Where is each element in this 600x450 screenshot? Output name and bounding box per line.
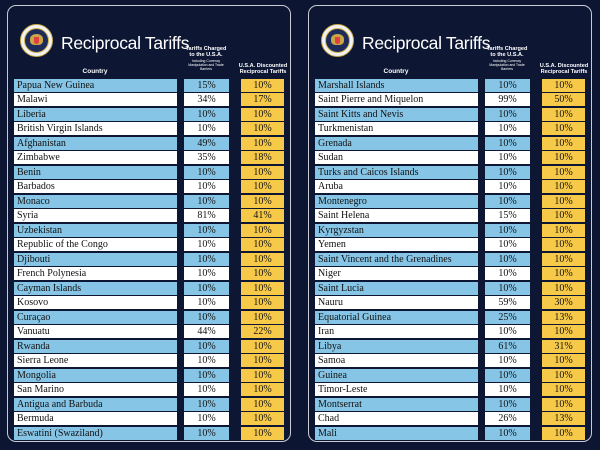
- table-row: [309, 238, 593, 253]
- discounted-tariff-cell: 10%: [542, 108, 585, 121]
- tariff-charged-cell: 35%: [184, 151, 229, 164]
- table-row: [8, 209, 292, 224]
- table-row: [8, 194, 292, 209]
- table-row: [309, 267, 593, 282]
- discounted-tariff-cell: 10%: [241, 224, 284, 237]
- tariff-charged-cell: 15%: [485, 209, 530, 222]
- discounted-tariff-cell: 10%: [241, 398, 284, 411]
- country-cell: Libya: [315, 340, 478, 353]
- discounted-tariff-cell: 10%: [241, 354, 284, 367]
- tariff-charged-cell: 10%: [184, 296, 229, 309]
- table-row: [8, 238, 292, 253]
- discounted-tariff-cell: 10%: [542, 79, 585, 92]
- discounted-tariff-cell: 10%: [542, 195, 585, 208]
- discounted-tariff-cell: 10%: [542, 180, 585, 193]
- header-tariffs-charged: [184, 46, 228, 71]
- country-cell: Republic of the Congo: [14, 238, 177, 251]
- discounted-tariff-cell: 10%: [241, 427, 284, 440]
- discounted-tariff-cell: 10%: [542, 209, 585, 222]
- tariff-charged-cell: 10%: [485, 253, 530, 266]
- tariff-charged-cell: 10%: [485, 354, 530, 367]
- country-cell: Rwanda: [14, 340, 177, 353]
- tariff-charged-cell: 10%: [485, 398, 530, 411]
- discounted-tariff-cell: 10%: [241, 340, 284, 353]
- header-charged-sublabel: Including Currency Manipulation and Trade Barriers: [188, 59, 224, 71]
- discounted-tariff-cell: 10%: [241, 412, 284, 425]
- table-row: [309, 397, 593, 412]
- discounted-tariff-cell: 10%: [241, 311, 284, 324]
- tariff-charged-cell: 10%: [184, 195, 229, 208]
- tariff-charged-cell: 10%: [485, 238, 530, 251]
- tariff-charged-cell: 10%: [485, 267, 530, 280]
- table-row: [309, 107, 593, 122]
- discounted-tariff-cell: 10%: [542, 166, 585, 179]
- discounted-tariff-cell: 10%: [542, 224, 585, 237]
- table-row: [8, 397, 292, 412]
- discounted-tariff-cell: 50%: [542, 93, 585, 106]
- discounted-tariff-cell: 10%: [542, 398, 585, 411]
- country-cell: Djibouti: [14, 253, 177, 266]
- panel-title: Reciprocal Tariffs: [61, 33, 190, 53]
- tariff-charged-cell: 10%: [485, 369, 530, 382]
- table-row: [309, 354, 593, 369]
- discounted-tariff-cell: 10%: [542, 122, 585, 135]
- country-cell: Antigua and Barbuda: [14, 398, 177, 411]
- country-cell: Grenada: [315, 137, 478, 150]
- tariff-charged-cell: 25%: [485, 311, 530, 324]
- header-tariffs-charged: [485, 46, 529, 71]
- table-row: [309, 252, 593, 267]
- tariff-charged-cell: 26%: [485, 412, 530, 425]
- tariff-charged-cell: 10%: [485, 325, 530, 338]
- country-cell: Uzbekistan: [14, 224, 177, 237]
- table-row: [309, 122, 593, 137]
- table-row: [309, 136, 593, 151]
- discounted-tariff-cell: 10%: [241, 137, 284, 150]
- country-cell: French Polynesia: [14, 267, 177, 280]
- left-panel: [7, 5, 291, 442]
- table-row: [309, 281, 593, 296]
- country-cell: Papua New Guinea: [14, 79, 177, 92]
- tariff-charged-cell: 10%: [184, 412, 229, 425]
- table-row: [8, 93, 292, 108]
- table-row: [309, 93, 593, 108]
- country-cell: Nauru: [315, 296, 478, 309]
- table-row: [309, 78, 593, 93]
- right-panel: [308, 5, 592, 442]
- country-cell: Montserrat: [315, 398, 478, 411]
- country-cell: Chad: [315, 412, 478, 425]
- discounted-tariff-cell: 10%: [542, 325, 585, 338]
- table-row: [8, 354, 292, 369]
- country-cell: Montenegro: [315, 195, 478, 208]
- country-cell: Timor-Leste: [315, 383, 478, 396]
- tariff-charged-cell: 81%: [184, 209, 229, 222]
- country-cell: Benin: [14, 166, 177, 179]
- tariff-charged-cell: 34%: [184, 93, 229, 106]
- tariff-charged-cell: 10%: [485, 108, 530, 121]
- country-cell: Mali: [315, 427, 478, 440]
- tariff-charged-cell: 10%: [485, 137, 530, 150]
- table-row: [8, 252, 292, 267]
- country-cell: Samoa: [315, 354, 478, 367]
- country-cell: Guinea: [315, 369, 478, 382]
- tariff-charged-cell: 10%: [184, 166, 229, 179]
- discounted-tariff-cell: 10%: [542, 383, 585, 396]
- table-row: [8, 296, 292, 311]
- discounted-tariff-cell: 10%: [241, 253, 284, 266]
- country-cell: Mongolia: [14, 369, 177, 382]
- discounted-tariff-cell: 10%: [542, 253, 585, 266]
- table-row: [309, 180, 593, 195]
- country-cell: Saint Helena: [315, 209, 478, 222]
- tariff-charged-cell: 10%: [184, 224, 229, 237]
- tariff-charged-cell: 10%: [184, 238, 229, 251]
- table-row: [8, 136, 292, 151]
- country-cell: Curaçao: [14, 311, 177, 324]
- country-cell: Sudan: [315, 151, 478, 164]
- discounted-tariff-cell: 13%: [542, 412, 585, 425]
- tariff-charged-cell: 10%: [184, 122, 229, 135]
- country-cell: Malawi: [14, 93, 177, 106]
- tariff-charged-cell: 10%: [485, 282, 530, 295]
- table-row: [8, 165, 292, 180]
- tariff-charged-cell: 61%: [485, 340, 530, 353]
- tariff-charged-cell: 10%: [485, 151, 530, 164]
- tariff-charged-cell: 10%: [485, 122, 530, 135]
- discounted-tariff-cell: 10%: [542, 354, 585, 367]
- discounted-tariff-cell: 30%: [542, 296, 585, 309]
- tariff-charged-cell: 10%: [485, 180, 530, 193]
- discounted-tariff-cell: 10%: [241, 166, 284, 179]
- tariff-charged-cell: 10%: [485, 166, 530, 179]
- discounted-tariff-cell: 31%: [542, 340, 585, 353]
- country-cell: Vanuatu: [14, 325, 177, 338]
- table-row: [8, 78, 292, 93]
- tariff-charged-cell: 10%: [485, 195, 530, 208]
- country-cell: Niger: [315, 267, 478, 280]
- country-cell: Kyrgyzstan: [315, 224, 478, 237]
- table-row: [309, 223, 593, 238]
- discounted-tariff-cell: 10%: [542, 427, 585, 440]
- table-row: [309, 412, 593, 427]
- tariff-charged-cell: 10%: [184, 340, 229, 353]
- discounted-tariff-cell: 10%: [241, 180, 284, 193]
- table-row: [309, 368, 593, 383]
- discounted-tariff-cell: 10%: [241, 267, 284, 280]
- discounted-tariff-cell: 10%: [542, 137, 585, 150]
- discounted-tariff-cell: 10%: [241, 238, 284, 251]
- table-row: [8, 281, 292, 296]
- table-row: [8, 412, 292, 427]
- country-cell: Sierra Leone: [14, 354, 177, 367]
- country-cell: Kosovo: [14, 296, 177, 309]
- country-cell: Turkmenistan: [315, 122, 478, 135]
- header-charged-sublabel: Including Currency Manipulation and Trade Barriers: [489, 59, 525, 71]
- table-row: [309, 310, 593, 325]
- tariff-charged-cell: 59%: [485, 296, 530, 309]
- country-cell: Bermuda: [14, 412, 177, 425]
- discounted-tariff-cell: 10%: [241, 369, 284, 382]
- tariff-charged-cell: 10%: [485, 79, 530, 92]
- header-country: Country: [82, 68, 108, 75]
- country-cell: Saint Pierre and Miquelon: [315, 93, 478, 106]
- discounted-tariff-cell: 10%: [542, 238, 585, 251]
- country-cell: Saint Kitts and Nevis: [315, 108, 478, 121]
- table-row: [8, 368, 292, 383]
- discounted-tariff-cell: 10%: [241, 122, 284, 135]
- table-row: [8, 151, 292, 166]
- discounted-tariff-cell: 10%: [241, 282, 284, 295]
- table-row: [309, 339, 593, 354]
- discounted-tariff-cell: 10%: [241, 195, 284, 208]
- country-cell: Afghanistan: [14, 137, 177, 150]
- table-row: [8, 383, 292, 398]
- table-row: [309, 296, 593, 311]
- table-row: [8, 223, 292, 238]
- table-row: [8, 122, 292, 137]
- table-row: [309, 209, 593, 224]
- header-charged-label: Tariffs Charged to the U.S.A.: [486, 46, 528, 58]
- tariff-charged-cell: 15%: [184, 79, 229, 92]
- discounted-tariff-cell: 10%: [542, 151, 585, 164]
- tariff-charged-cell: 10%: [184, 383, 229, 396]
- country-cell: Yemen: [315, 238, 478, 251]
- presidential-seal-icon: [321, 24, 354, 57]
- country-cell: Cayman Islands: [14, 282, 177, 295]
- discounted-tariff-cell: 18%: [241, 151, 284, 164]
- discounted-tariff-cell: 10%: [542, 369, 585, 382]
- table-rows: [309, 78, 593, 441]
- country-cell: Saint Vincent and the Grenadines: [315, 253, 478, 266]
- country-cell: Saint Lucia: [315, 282, 478, 295]
- table-row: [8, 107, 292, 122]
- table-row: [8, 310, 292, 325]
- tariff-charged-cell: 10%: [184, 180, 229, 193]
- tariff-charged-cell: 10%: [184, 369, 229, 382]
- country-cell: Liberia: [14, 108, 177, 121]
- header-country: Country: [383, 68, 409, 75]
- country-cell: Marshall Islands: [315, 79, 478, 92]
- table-row: [8, 426, 292, 441]
- country-cell: Monaco: [14, 195, 177, 208]
- tariff-charged-cell: 44%: [184, 325, 229, 338]
- tariff-charged-cell: 10%: [184, 108, 229, 121]
- header-discounted-tariffs: U.S.A. Discounted Reciprocal Tariffs: [238, 63, 288, 75]
- table-row: [8, 325, 292, 340]
- header-discounted-tariffs: U.S.A. Discounted Reciprocal Tariffs: [539, 63, 589, 75]
- country-cell: Aruba: [315, 180, 478, 193]
- tariff-charged-cell: 10%: [184, 311, 229, 324]
- shield-icon: [335, 37, 340, 44]
- tariff-charged-cell: 10%: [184, 282, 229, 295]
- table-row: [309, 194, 593, 209]
- tariff-charged-cell: 10%: [485, 383, 530, 396]
- tariff-charged-cell: 10%: [485, 224, 530, 237]
- discounted-tariff-cell: 41%: [241, 209, 284, 222]
- discounted-tariff-cell: 10%: [241, 79, 284, 92]
- discounted-tariff-cell: 10%: [542, 267, 585, 280]
- discounted-tariff-cell: 22%: [241, 325, 284, 338]
- country-cell: Equatorial Guinea: [315, 311, 478, 324]
- table-row: [309, 383, 593, 398]
- country-cell: Syria: [14, 209, 177, 222]
- tariff-charged-cell: 10%: [184, 354, 229, 367]
- country-cell: Iran: [315, 325, 478, 338]
- country-cell: British Virgin Islands: [14, 122, 177, 135]
- table-row: [8, 267, 292, 282]
- tariff-charged-cell: 10%: [184, 398, 229, 411]
- tariff-charged-cell: 10%: [184, 267, 229, 280]
- table-row: [309, 151, 593, 166]
- shield-icon: [34, 37, 39, 44]
- header-charged-label: Tariffs Charged to the U.S.A.: [185, 46, 227, 58]
- discounted-tariff-cell: 10%: [241, 296, 284, 309]
- discounted-tariff-cell: 10%: [241, 108, 284, 121]
- table-row: [309, 165, 593, 180]
- discounted-tariff-cell: 17%: [241, 93, 284, 106]
- country-cell: Turks and Caicos Islands: [315, 166, 478, 179]
- table-rows: [8, 78, 292, 441]
- discounted-tariff-cell: 10%: [542, 282, 585, 295]
- discounted-tariff-cell: 10%: [241, 383, 284, 396]
- presidential-seal-icon: [20, 24, 53, 57]
- tariff-charged-cell: 10%: [184, 427, 229, 440]
- tariff-charged-cell: 10%: [184, 253, 229, 266]
- country-cell: San Marino: [14, 383, 177, 396]
- country-cell: Barbados: [14, 180, 177, 193]
- table-row: [309, 426, 593, 441]
- table-row: [8, 339, 292, 354]
- country-cell: Eswatini (Swaziland): [14, 427, 177, 440]
- tariff-charged-cell: 10%: [485, 427, 530, 440]
- table-row: [8, 180, 292, 195]
- table-row: [309, 325, 593, 340]
- tariff-charged-cell: 99%: [485, 93, 530, 106]
- tariff-charged-cell: 49%: [184, 137, 229, 150]
- discounted-tariff-cell: 13%: [542, 311, 585, 324]
- country-cell: Zimbabwe: [14, 151, 177, 164]
- panel-title: Reciprocal Tariffs: [362, 33, 491, 53]
